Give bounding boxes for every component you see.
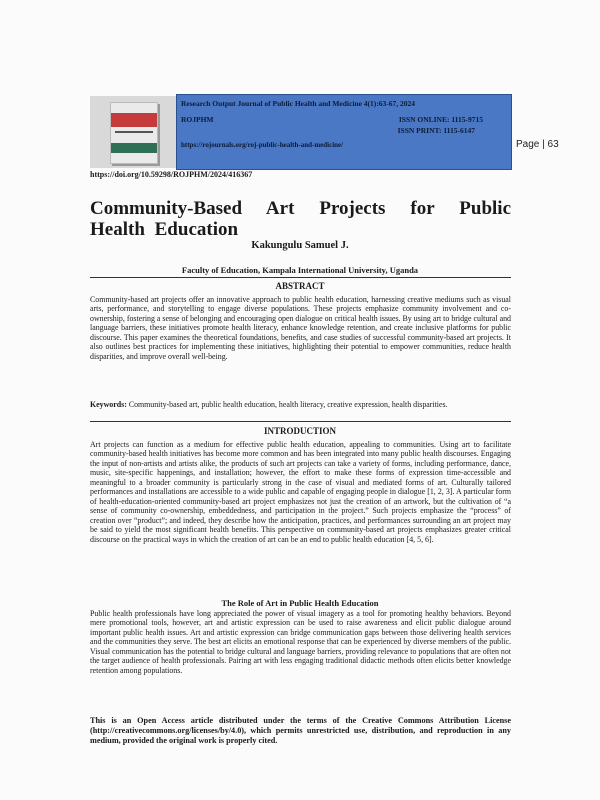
license-note: This is an Open Access article distributed under the terms of the Creative Commons Attribution License (http://creativecommons.org/licenses/by/4.0), which permits unrestricted use, distribution, and reproduction in any medium, provided the original work is properly cited.: [90, 716, 511, 746]
divider: [90, 277, 511, 278]
introduction-text: Art projects can function as a medium for effective public health education, appealing to communities. Using art to facilitate community-based health initiatives has become more common and has been integrated into many public health discourses. Engaging the input of non-artists and artists alike, the products of such art projects can take a variety of forms, including performance, dance, music, site-specific happenings, and installation; however, the effort to make these forms of expression time-accessible and meaningful to a broader community is particularly strong in the case of visual and mediated forms of art. Culturally tailored performances and installations are accessible to a wide public and capable of engaging people in dialogue [1, 2, 3]. A particular form of health-education-oriented community-based art project emphasizes not just the creation of an artwork, but the cultivation of “a sense of community co-ownership, embeddedness, and participation in the project.” Such projects emphasize the “process” of creation over “product”; and indeed, they describe how the anticipation, practices, and performances surrounding an art project may be said to yield the most significant health benefits. This perspective on community-based art projects emphasizes greater critical discourse on the practical ways in which the creation of art can be an end to public health education [4, 5, 6].: [90, 440, 511, 544]
affiliation: Faculty of Education, Kampala International University, Uganda: [181, 265, 419, 275]
author: Kakungulu Samuel J.: [251, 240, 349, 251]
section-text: Public health professionals have long appreciated the power of visual imagery as a tool for promoting healthy behaviors. Beyond mere promotional tools, however, art and artistic expression can be used to raise awareness and elicit public dialogue around important public health issues. Art and artistic expression can bridge communication gaps between those delivering health services and the communities they serve. The best art elicits an emotional response that can be experienced by diverse members of the public. Visual communication has the potential to bridge cultural and language barriers, providing relevance to populations that are often not the target audience of health professionals. Pairing art with less engaging traditional didactic methods often elicits better knowledge retention among populations.: [90, 609, 511, 675]
section-heading: The Role of Art in Public Health Education: [221, 598, 379, 608]
journal-header-banner: [176, 94, 512, 170]
abstract-heading: ABSTRACT: [275, 281, 325, 291]
introduction-heading: INTRODUCTION: [263, 426, 336, 436]
issn-online: ISSN ONLINE: 1115-9715: [398, 115, 483, 124]
keywords-text: Community-based art, public health education, health literacy, creative expression, health disparities.: [128, 400, 448, 409]
journal-url-link[interactable]: https://rojournals.org/roj-public-health-and-medicine/: [181, 141, 344, 149]
keywords-label: Keywords:: [90, 400, 127, 409]
book-cover-icon: [110, 102, 158, 164]
abstract-text: Community-based art projects offer an innovative approach to public health education, harnessing creative mediums such as visual arts, performance, and storytelling to engage diverse populations. These projects emphasize community involvement and co-ownership, fostering a sense of belonging and encouraging open dialogue on critical health issues. By using art to bridge cultural and language barriers, these initiatives promote health literacy, enhance knowledge retention, and create inclusive platforms for public discourse. This paper examines the theoretical foundations, benefits, and case studies of successful community-based art projects. It also outlines best practices for implementing these initiatives, highlighting their potential to empower communities, reduce health disparities, and improve overall well-being.: [90, 295, 511, 361]
paper-title: Community-Based Art Projects for Public Health Education: [90, 198, 511, 240]
keywords: [90, 400, 511, 409]
divider: [90, 421, 511, 422]
journal-cover-image: [90, 96, 176, 168]
journal-abbrev: ROJPHM: [181, 115, 214, 124]
page-number: Page | 63: [516, 139, 559, 150]
doi-link[interactable]: https://doi.org/10.59298/ROJPHM/2024/416367: [90, 170, 253, 179]
journal-name: Research Output Journal of Public Health and Medicine 4(1):63-67, 2024: [181, 99, 416, 108]
issn-print: ISSN PRINT: 1115-6147: [397, 126, 475, 135]
